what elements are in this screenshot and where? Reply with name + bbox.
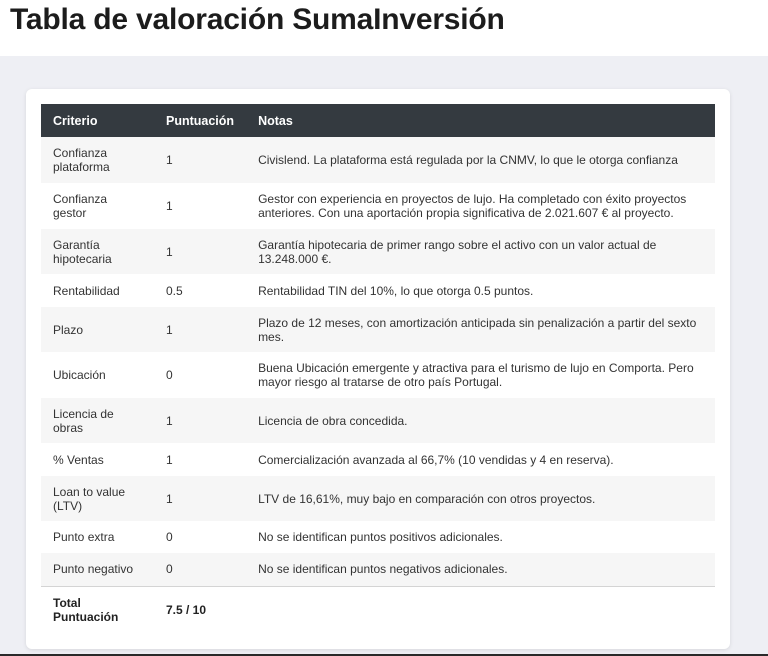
table-row bbox=[41, 476, 715, 521]
table-header-row bbox=[41, 104, 715, 137]
puntuacion-cell: 0.5 bbox=[154, 274, 246, 307]
score-card bbox=[26, 89, 730, 649]
puntuacion-cell: 0 bbox=[154, 352, 246, 398]
table-row bbox=[41, 229, 715, 274]
column-header-puntuacion: Puntuación bbox=[154, 104, 246, 137]
criterio-cell: Plazo bbox=[41, 307, 154, 352]
criterio-cell: Garantía hipotecaria bbox=[41, 229, 154, 274]
table-row bbox=[41, 137, 715, 183]
notas-cell: Plazo de 12 meses, con amortización anticipada sin penalización a partir del sexto mes. bbox=[246, 307, 715, 352]
notas-cell: No se identifican puntos positivos adicionales. bbox=[246, 521, 715, 553]
total-label: Total Puntuación bbox=[41, 586, 154, 633]
total-notas-cell bbox=[246, 586, 715, 633]
criterio-cell: Licencia de obras bbox=[41, 398, 154, 443]
table-row bbox=[41, 352, 715, 398]
puntuacion-cell: 1 bbox=[154, 476, 246, 521]
column-header-notas: Notas bbox=[246, 104, 715, 137]
notas-cell: Rentabilidad TIN del 10%, lo que otorga 0.5 puntos. bbox=[246, 274, 715, 307]
criterio-cell: % Ventas bbox=[41, 443, 154, 476]
table-row bbox=[41, 443, 715, 476]
page-title: Tabla de valoración SumaInversión bbox=[10, 3, 505, 36]
table-row bbox=[41, 553, 715, 586]
puntuacion-cell: 1 bbox=[154, 398, 246, 443]
notas-cell: Comercialización avanzada al 66,7% (10 vendidas y 4 en reserva). bbox=[246, 443, 715, 476]
title-bar bbox=[0, 0, 768, 56]
criterio-cell: Punto negativo bbox=[41, 553, 154, 586]
table-row bbox=[41, 521, 715, 553]
criterio-cell: Loan to value (LTV) bbox=[41, 476, 154, 521]
column-header-criterio: Criterio bbox=[41, 104, 154, 137]
puntuacion-cell: 0 bbox=[154, 521, 246, 553]
notas-cell: LTV de 16,61%, muy bajo en comparación con otros proyectos. bbox=[246, 476, 715, 521]
notas-cell: Gestor con experiencia en proyectos de lujo. Ha completado con éxito proyectos anteriores. Con una aportación propia significativa de 2.021.607 € al proyecto. bbox=[246, 183, 715, 229]
puntuacion-cell: 1 bbox=[154, 307, 246, 352]
puntuacion-cell: 1 bbox=[154, 229, 246, 274]
table-row bbox=[41, 398, 715, 443]
puntuacion-cell: 0 bbox=[154, 553, 246, 586]
notas-cell: Civislend. La plataforma está regulada por la CNMV, lo que le otorga confianza bbox=[246, 137, 715, 183]
criterio-cell: Punto extra bbox=[41, 521, 154, 553]
notas-cell: Garantía hipotecaria de primer rango sobre el activo con un valor actual de 13.248.000 €. bbox=[246, 229, 715, 274]
puntuacion-cell: 1 bbox=[154, 137, 246, 183]
criterio-cell: Rentabilidad bbox=[41, 274, 154, 307]
table-row bbox=[41, 307, 715, 352]
table-row bbox=[41, 274, 715, 307]
total-row bbox=[41, 586, 715, 633]
notas-cell: No se identifican puntos negativos adicionales. bbox=[246, 553, 715, 586]
table-row bbox=[41, 183, 715, 229]
criterio-cell: Ubicación bbox=[41, 352, 154, 398]
criterio-cell: Confianza plataforma bbox=[41, 137, 154, 183]
criterio-cell: Confianza gestor bbox=[41, 183, 154, 229]
notas-cell: Licencia de obra concedida. bbox=[246, 398, 715, 443]
puntuacion-cell: 1 bbox=[154, 183, 246, 229]
notas-cell: Buena Ubicación emergente y atractiva para el turismo de lujo en Comporta. Pero mayor riesgo al tratarse de otro país Portugal. bbox=[246, 352, 715, 398]
score-table bbox=[41, 104, 715, 633]
total-value: 7.5 / 10 bbox=[154, 586, 246, 633]
puntuacion-cell: 1 bbox=[154, 443, 246, 476]
